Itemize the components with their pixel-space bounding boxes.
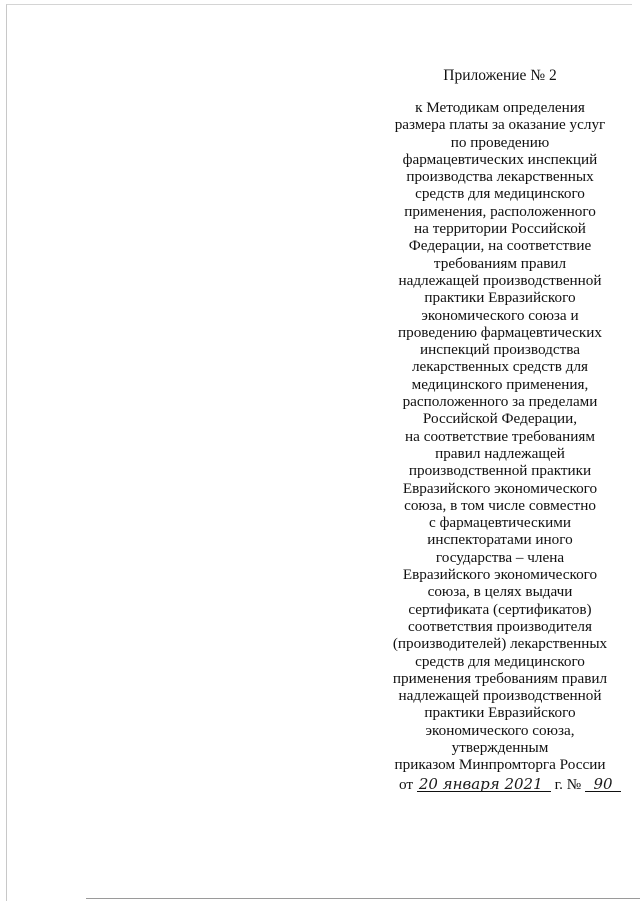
approval-line: утвержденным [451,738,549,756]
handwritten-date: 20 января 2021 [417,777,551,792]
approval-line: средств для медицинского [415,652,585,670]
page-edge-line [86,898,640,899]
approval-line: лекарственных средств для [411,358,589,376]
approval-line: соответствия производителя [408,617,592,635]
approval-line: Евразийского экономического [402,479,598,497]
approval-line: инспекций производства [420,341,580,359]
approval-line: производственной практики [408,462,592,480]
approval-line: на соответствие требованиям [405,427,595,445]
order-date-number-line [395,776,625,793]
approval-line: надлежащей производственной [398,271,602,289]
approval-line: на территории Российской [414,220,586,238]
handwritten-order-number: 90 [585,777,621,792]
approval-line: размера платы за оказание услуг [394,116,606,134]
from-label: от [398,776,414,793]
approval-block [380,99,620,774]
approval-line: практики Евразийского [424,704,576,722]
approval-line: союза, в том числе совместно [404,496,596,514]
approval-line: Федерации, на соответствие [408,237,592,255]
approval-line: расположенного за пределами [402,393,598,411]
approval-line: практики Евразийского [424,289,576,307]
approval-line: Российской Федерации, [422,410,578,428]
approval-line: медицинского применения, [411,375,589,393]
approval-line: государства – члена [435,548,565,566]
approval-line: союза, в целях выдачи [427,583,573,601]
approval-line: надлежащей производственной [398,687,602,705]
year-number-label: г. № [554,776,582,793]
approval-line: фармацевтических инспекций [402,150,598,168]
approval-line: правил надлежащей [435,444,565,462]
approval-line: (производителей) лекарственных [392,635,608,653]
approval-line: приказом Минпромторга России [394,756,606,774]
approval-line: производства лекарственных [406,168,594,186]
approval-line: экономического союза и [421,306,579,324]
approval-line: требованиям правил [433,254,567,272]
approval-line: сертификата (сертификатов) [408,600,592,618]
approval-line: Евразийского экономического [402,566,598,584]
approval-line: инспекторатами иного [427,531,573,549]
approval-line: экономического союза, [425,721,575,739]
approval-line: по проведению [450,133,550,151]
approval-line: применения требованиям правил [392,669,608,687]
approval-line: к Методикам определения [415,99,585,116]
approval-line: с фармацевтическими [429,514,571,532]
approval-line: средств для медицинского [415,185,585,203]
approval-line: проведению фармацевтических [397,323,603,341]
appendix-title: Приложение № 2 [443,67,557,84]
approval-line: применения, расположенного [404,202,596,220]
